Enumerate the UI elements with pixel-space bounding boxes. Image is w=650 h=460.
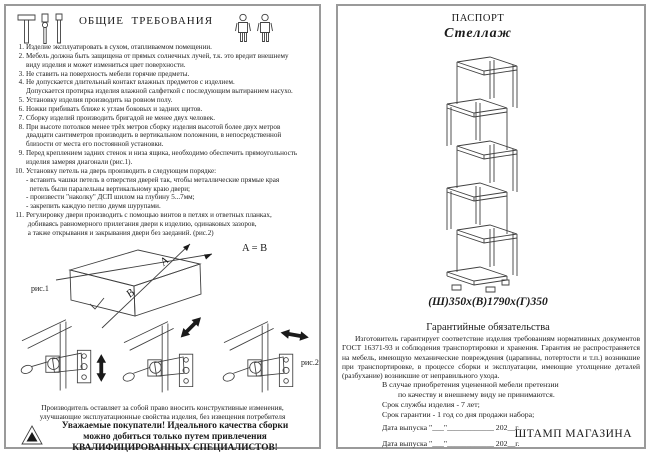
requirement-item [11, 70, 318, 79]
item-text [26, 96, 318, 105]
requirement-item [11, 123, 318, 150]
shop-stamp-label: ШТАМП МАГАЗИНА [514, 428, 632, 440]
requirement-item [11, 167, 318, 211]
hinge-adjust-vertical-diagram [16, 314, 112, 400]
fig2-label: рис.2 [301, 358, 319, 367]
item-text-line: виду изделия и может измениться цвет поверхности. [26, 60, 186, 69]
item-text-line: Мебель должна быть защищена от прямых солнечных лучей, т.к. это вредит внешнему [26, 51, 289, 60]
item-text [26, 78, 318, 96]
item-text-line: петель были паралельны вертикальному краю двери; [26, 184, 191, 193]
fig1-equation: A = B [242, 243, 268, 254]
hinge-adjust-diagonal-diagram [118, 314, 214, 400]
text-line: В случае приобретения уцененной мебели претензии [382, 380, 559, 389]
requirement-item [11, 114, 318, 123]
item-number: 7. [18, 113, 24, 122]
text-line: КВАЛИФИЦИРОВАННЫХ СПЕЦИАЛИСТОВ! [72, 442, 278, 453]
item-number: 5. [18, 96, 24, 105]
assembly-warning-text [40, 421, 310, 453]
text-line: Срок гарантии - 1 год со дня продажи набора; [382, 410, 535, 419]
shelf-unit-drawing [422, 44, 572, 296]
text-line: Уважаемые покупатели! Идеального качества сборки [61, 421, 289, 431]
item-text-line: двадцати сантиметров производить в вертикальном положении, в непосредственной [26, 131, 282, 140]
item-text-line: Регулировку двери производить с помощью винтов в петлях и ответных планках, [26, 211, 272, 220]
requirement-item [11, 52, 318, 70]
item-number: 1. [18, 43, 24, 51]
item-text-line: - вставить чашки петель в отверстия дверей так, чтобы металлические прямые края [26, 175, 280, 184]
warranty-text: Изготовитель гарантирует соответствие изделия требованиям нормативных документов ГОСТ 16371-93 и соблюдения транспортировки и хранения. Гарантия не распространяется на мебель, имеющую механические повреждения (царапины, потертости и т.п.) возникшие при транспортировке, в процессе сборки и эксплуатации, имеющие утолщение деталей (разбухание) возникшие от неправильного ухода. [342, 334, 640, 381]
item-text-line: Перед креплением задних стенок и низа ящика, необходимо обеспечить прямоугольность [26, 149, 298, 158]
item-text [26, 114, 318, 123]
item-text-line: Установку петель на дверь производить в следующем порядке: [26, 166, 217, 175]
passport-title: ПАСПОРТ [451, 13, 505, 24]
text-line: можно добиться только путем привлечения [83, 431, 267, 442]
item-text-line: добиваясь равномерного прилегания двери к изделию, одинаковых зазоров, [26, 219, 257, 228]
item-number: 4. [18, 78, 24, 87]
text-line: по качеству и внешнему виду не принимаются. [398, 390, 555, 399]
general-requirements-panel [4, 4, 321, 453]
text-line: Производитель оставляет за собой право вносить конструктивные изменения, [41, 403, 284, 412]
item-text [26, 211, 318, 238]
item-text-line: Ножки прибивать ближе к углам боковых и задних щитов. [26, 104, 203, 113]
manufacturer-note [6, 403, 319, 421]
item-text-line: - закрепить каждую петлю двумя шурупами. [26, 202, 161, 211]
item-text [26, 43, 318, 52]
fig1-label: рис.1 [31, 284, 49, 293]
text-line: Дата выпуска "___"____________ 202__г. [382, 423, 520, 432]
item-text-line: Не допускается длительный контакт влажных предметов с изделием. [26, 78, 235, 87]
left-panel-title: ОБЩИЕ ТРЕБОВАНИЯ [78, 15, 214, 27]
item-text-line: Сборку изделий производить бригадой не менее двух человек. [26, 113, 215, 122]
item-text [26, 70, 318, 79]
requirement-item [11, 96, 318, 105]
requirement-item [11, 149, 318, 167]
item-text-line: Изделие эксплуатировать в сухом, отапливаемом помещении. [26, 43, 212, 51]
text-line: Срок службы изделия - 7 лет; [382, 400, 480, 409]
svg-text:B: B [123, 286, 138, 301]
item-text [26, 149, 318, 167]
item-text [26, 167, 318, 211]
item-text-line: близости от места его постоянной установки. [26, 140, 164, 149]
requirement-item [11, 211, 318, 238]
requirement-item [11, 78, 318, 96]
item-text [26, 52, 318, 70]
item-number: 8. [18, 122, 24, 131]
warranty-title: Гарантийные обязательства [426, 322, 550, 333]
item-text-line: Не ставить на поверхность мебели горячие предметы. [26, 69, 190, 78]
warranty-terms [382, 380, 632, 420]
requirements-list [11, 43, 318, 238]
product-name: Стеллаж [444, 26, 512, 41]
item-text-line: - произвести "наколку" ДСП шилом на глубину 5...7мм; [26, 193, 195, 202]
requirement-item [11, 43, 318, 52]
requirement-item [11, 105, 318, 114]
product-dimensions: (Ш)350х(В)1790х(Г)350 [428, 296, 548, 308]
two-people-icon [232, 13, 278, 45]
item-text-line: а также открывания и закрывания двери без заеданий. (рис.2) [26, 228, 214, 237]
item-number: 6. [18, 104, 24, 113]
item-number: 2. [18, 51, 24, 60]
text-line: Дата выпуска "___"____________ 202__г. [382, 439, 520, 448]
item-text-line: При высоте потолков менее трёх метров сборку изделия высотой более двух метров [26, 122, 281, 131]
item-number: 9. [18, 149, 24, 158]
item-text-line: изделия замеряя диагонали (рис.1). [26, 157, 133, 166]
item-number: 10. [15, 166, 24, 175]
item-text-line: Установку изделия производить на ровном полу. [26, 96, 173, 105]
item-number: 11. [15, 211, 24, 220]
item-text [26, 123, 318, 150]
hinge-adjust-horizontal-diagram [218, 314, 314, 400]
item-text-line: Допускается протирка изделия влажной салфеткой с последующим вытиранием насухо. [26, 87, 293, 96]
item-text [26, 105, 318, 114]
svg-text:A: A [157, 254, 172, 269]
text-line: улучшающие эксплуатационные свойства изделия, без извещения потребителя [39, 412, 286, 421]
item-number: 3. [18, 69, 24, 78]
passport-panel [336, 4, 646, 449]
